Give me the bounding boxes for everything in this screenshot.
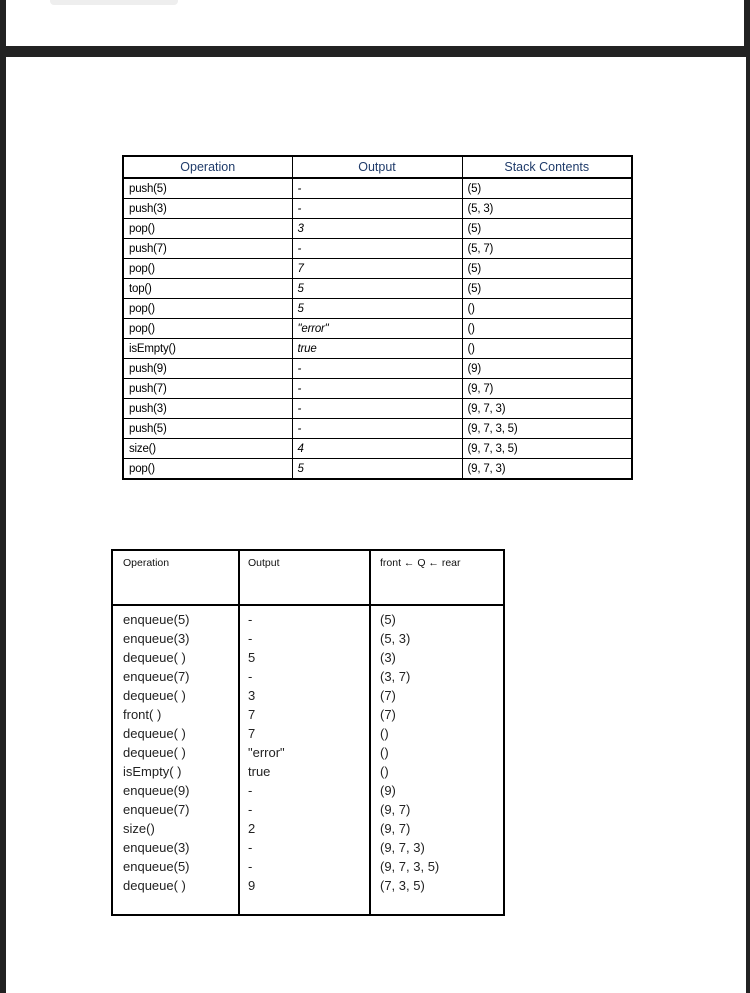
top-strip [6, 0, 744, 46]
stack-cell-operation: pop() [123, 299, 292, 319]
stack-cell-contents: (5) [462, 178, 632, 199]
stack-cell-output: 4 [292, 439, 462, 459]
queue-cell-operation: dequeue( ) [123, 650, 186, 665]
queue-cell-output: - [248, 840, 253, 855]
table-row [123, 339, 632, 359]
stack-cell-operation: push(3) [123, 399, 292, 419]
stack-header-operation: Operation [123, 156, 292, 178]
stack-cell-contents: (9, 7, 3, 5) [462, 439, 632, 459]
queue-cell-operation: enqueue(7) [123, 669, 190, 684]
table-row [123, 239, 632, 259]
stack-cell-contents: (9, 7, 3) [462, 459, 632, 480]
table-row [123, 259, 632, 279]
stack-cell-operation: pop() [123, 459, 292, 480]
stack-cell-operation: pop() [123, 219, 292, 239]
queue-cell-contents: (9, 7) [380, 821, 411, 836]
table-row [123, 419, 632, 439]
stack-header-output: Output [292, 156, 462, 178]
stack-cell-output: true [292, 339, 462, 359]
queue-cell-contents: (7) [380, 707, 396, 722]
queue-cell-operation: enqueue(3) [123, 631, 190, 646]
stack-cell-output: - [292, 399, 462, 419]
queue-cell-contents: (7) [380, 688, 396, 703]
stack-cell-contents: (5, 3) [462, 199, 632, 219]
queue-cell-output: - [248, 783, 253, 798]
queue-cell-output: 3 [248, 688, 256, 703]
queue-cell-output: - [248, 802, 253, 817]
queue-cell-operation: size() [123, 821, 155, 836]
stack-cell-operation: push(5) [123, 419, 292, 439]
queue-cell-output: 9 [248, 878, 256, 893]
top-pill [50, 0, 178, 5]
queue-cell-operation: dequeue( ) [123, 878, 186, 893]
stack-operations-table [122, 155, 633, 480]
table-row [123, 219, 632, 239]
queue-cell-operation: enqueue(3) [123, 840, 190, 855]
queue-cell-output: 7 [248, 707, 256, 722]
stack-cell-output: - [292, 359, 462, 379]
stack-cell-operation: push(7) [123, 239, 292, 259]
queue-cell-output: - [248, 612, 253, 627]
queue-cell-output: true [248, 764, 271, 779]
table-row [123, 359, 632, 379]
queue-cell-contents: (5) [380, 612, 396, 627]
stack-cell-operation: push(5) [123, 178, 292, 199]
queue-cell-contents: (9, 7, 3, 5) [380, 859, 440, 874]
queue-cell-contents: (9, 7, 3) [380, 840, 425, 855]
table-row [123, 299, 632, 319]
queue-header-contents: front ← Q ← rear [380, 557, 461, 569]
stack-cell-contents: () [462, 299, 632, 319]
queue-cell-output: - [248, 669, 253, 684]
stack-cell-operation: pop() [123, 319, 292, 339]
queue-cell-contents: (3) [380, 650, 396, 665]
queue-operations-table [111, 549, 505, 916]
stack-cell-contents: (5) [462, 219, 632, 239]
stack-cell-operation: push(9) [123, 359, 292, 379]
queue-cell-output: 5 [248, 650, 256, 665]
queue-cell-output: 2 [248, 821, 256, 836]
stack-cell-operation: isEmpty() [123, 339, 292, 359]
queue-cell-operation: dequeue( ) [123, 726, 186, 741]
queue-cell-operation: dequeue( ) [123, 745, 186, 760]
table-row [123, 279, 632, 299]
stack-cell-output: - [292, 199, 462, 219]
stack-cell-output: 7 [292, 259, 462, 279]
table-row [123, 319, 632, 339]
stack-cell-operation: pop() [123, 259, 292, 279]
queue-cell-contents: (7, 3, 5) [380, 878, 425, 893]
queue-cell-contents: (5, 3) [380, 631, 411, 646]
queue-header-operation: Operation [123, 557, 170, 569]
stack-cell-output: - [292, 239, 462, 259]
stack-cell-contents: () [462, 319, 632, 339]
queue-cell-contents: (9) [380, 783, 396, 798]
stack-cell-contents: (9, 7, 3) [462, 399, 632, 419]
table-row [123, 459, 632, 480]
stack-cell-operation: top() [123, 279, 292, 299]
stack-cell-contents: (5) [462, 279, 632, 299]
stack-cell-contents: (9, 7) [462, 379, 632, 399]
table-row [123, 379, 632, 399]
stack-cell-contents: (9) [462, 359, 632, 379]
stack-cell-output: 5 [292, 279, 462, 299]
document-page [6, 57, 746, 993]
queue-cell-operation: isEmpty( ) [123, 764, 182, 779]
stack-cell-output: "error" [292, 319, 462, 339]
table-row [123, 399, 632, 419]
queue-cell-output: 7 [248, 726, 256, 741]
stack-cell-output: 3 [292, 219, 462, 239]
stack-cell-contents: () [462, 339, 632, 359]
queue-cell-output: - [248, 859, 253, 874]
stack-header-contents: Stack Contents [462, 156, 632, 178]
stack-cell-contents: (5) [462, 259, 632, 279]
stack-cell-output: 5 [292, 459, 462, 480]
stack-cell-output: - [292, 419, 462, 439]
queue-cell-operation: enqueue(5) [123, 859, 190, 874]
queue-cell-contents: () [380, 764, 389, 779]
queue-cell-contents: (3, 7) [380, 669, 411, 684]
queue-header-divider [113, 604, 503, 606]
queue-cell-operation: enqueue(9) [123, 783, 190, 798]
table-row [123, 439, 632, 459]
table-row [123, 178, 632, 199]
queue-cell-contents: (9, 7) [380, 802, 411, 817]
queue-cell-operation: front( ) [123, 707, 162, 722]
queue-header-output: Output [248, 557, 280, 569]
queue-cell-operation: enqueue(7) [123, 802, 190, 817]
stack-cell-output: 5 [292, 299, 462, 319]
table-row [123, 199, 632, 219]
queue-cell-output: - [248, 631, 253, 646]
queue-cell-contents: () [380, 726, 389, 741]
queue-cell-output: "error" [248, 745, 285, 760]
stack-table-header-row [123, 156, 632, 178]
queue-cell-operation: dequeue( ) [123, 688, 186, 703]
stack-cell-operation: push(3) [123, 199, 292, 219]
stack-cell-output: - [292, 379, 462, 399]
stack-cell-operation: size() [123, 439, 292, 459]
stack-cell-contents: (9, 7, 3, 5) [462, 419, 632, 439]
stack-cell-output: - [292, 178, 462, 199]
queue-cell-operation: enqueue(5) [123, 612, 190, 627]
stack-cell-contents: (5, 7) [462, 239, 632, 259]
queue-cell-contents: () [380, 745, 389, 760]
stack-cell-operation: push(7) [123, 379, 292, 399]
